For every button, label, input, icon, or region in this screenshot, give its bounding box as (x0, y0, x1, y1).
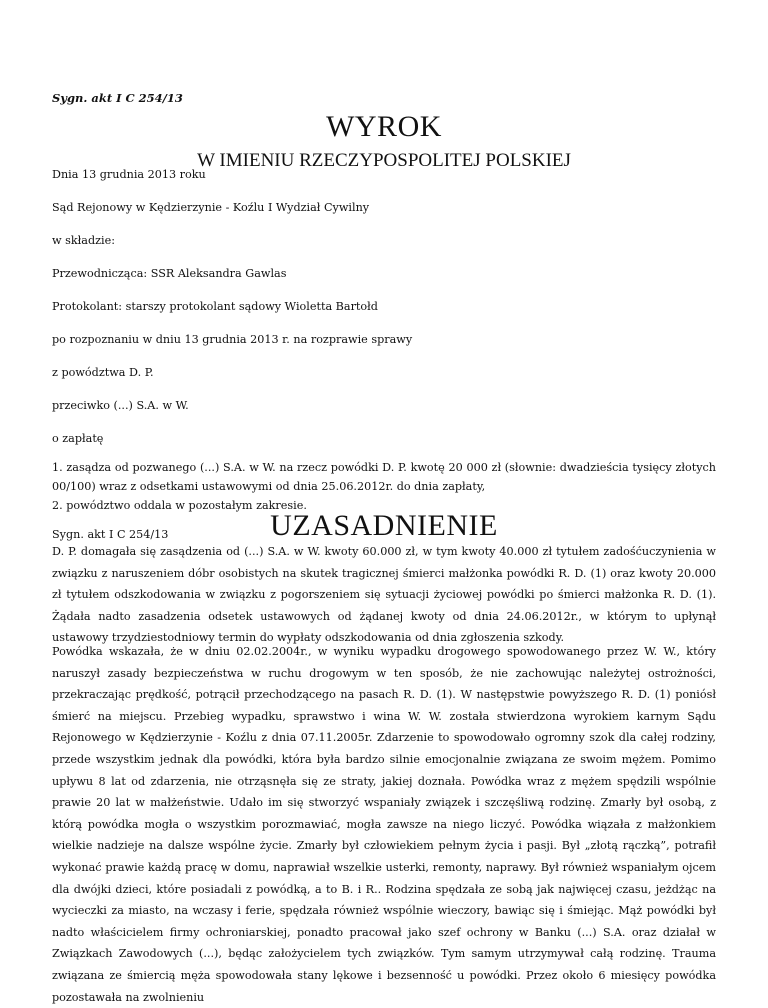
plaintiff: z powództwa D. P. (52, 366, 154, 379)
verdict-point-1 (52, 458, 716, 496)
justification-paragraph-2-text: Powódka wskazała, że w dniu 02.02.2004r., w wyniku wypadku drogowego spowodowanego przez W. W., który naruszył zasady bezpieczeństwa w ruchu drogowym w ten sposób, że nie zachowując należytej ostrożności, przekraczając prędkość, potrącił przechodzącego na pasach R. D. (1). W następstwie powyższego R. D. (1) poniósł śmierć na miejscu. Przebieg wypadku, sprawstwo i wina W. W. została stwierdzona wyrokiem karnym Sądu Rejonowego w Kędzierzynie - Koźlu z dnia 07.11.2005r. Zdarzenie to spowodowało ogromny szok dla całej rodziny, przede wszystkim jednak dla powódki, która była bardzo silnie emocjonalnie związana ze swoim mężem. Pomimo upływu 8 lat od zdarzenia, nie otrząsnęła się ze straty, jakiej doznała. Powódka wraz z mężem spędzili wspólnie prawie 20 lat w małżeństwie. Udało im się stworzyć wspaniały związek i szczęśliwą rodzinę. Zmarły był osobą, z którą powódka mogła o wszystkim porozmawiać, mogła zawsze na niego liczyć. Powódka wiązała z małżonkiem wielkie nadzieje na dalsze wspólne życie. Zmarły był człowiekiem pełnym życia i pasji. Był „złotą rączką”, potrafił wykonać prawie każdą pracę w domu, naprawiał wszelkie usterki, remonty, naprawy. Był również wspaniałym ojcem dla dwójki dzieci, które posiadali z powódką, a to B. i R.. Rodzina spędzała ze sobą jak najwięcej czasu, jeżdżąc na wycieczki za miasto, na wczasy i ferie, spędzała również wspólnie wieczory, bawiąc się i śmiejąc. Mąż powódki był nadto właścicielem firmy ochroniarskiej, ponadto pracował jako szef ochrony w Banku (...) S.A. oraz działał w Związkach Zawodowych (...), będąc założycielem tych związków. Tym samym utrzymywał całą rodzinę. Trauma związana ze śmiercią męża spowodowała stany lękowe i bezsenność u powódki. Przez około 6 miesięcy powódka pozostawała na zwolnieniu (52, 645, 716, 1004)
document-title: WYROK (326, 110, 442, 143)
justification-paragraph-1 (52, 541, 716, 649)
case-signature: Sygn. akt I C 254/13 (52, 91, 183, 105)
justification-paragraph-1-text: D. P. domagała się zasądzenia od (...) S.A. w W. kwoty 60.000 zł, w tym kwoty 40.000 zł tytułem zadośćuczynienia w związku z naruszeniem dóbr osobistych na skutek tragicznej śmierci małżonka powódki R. D. (1) oraz kwoty 20.000 zł tytułem odszkodowania w związku z pogorszeniem się sytuacji życiowej powódki po śmierci małżonka R. D. (1). Żądała nadto zasadzenia odsetek ustawowych od żądanej kwoty od dnia 24.06.2012r., w którym to upłynął ustawowy trzydziestodniowy termin do wypłaty odszkodowania od dnia zgłoszenia szkody. (52, 545, 716, 645)
justification-paragraph-2 (52, 641, 716, 1008)
case-subject: o zapłatę (52, 432, 104, 445)
verdict-point-1-text: 1. zasądza od pozwanego (...) S.A. w W. na rzecz powódki D. P. kwotę 20 000 zł (słownie: dwadzieścia tysięcy złotych 00/100) wraz z odsetkami ustawowymi od dnia 25.06.2012r. do dnia zapłaty, (52, 461, 716, 493)
document-subtitle: W IMIENIU RZECZYPOSPOLITEJ POLSKIEJ (197, 150, 571, 171)
justification-signature: Sygn. akt I C 254/13 (52, 528, 169, 541)
court-clerk: Protokolant: starszy protokolant sądowy Wioletta Bartołd (52, 300, 378, 313)
court-name: Sąd Rejonowy w Kędzierzynie - Koźlu I Wydział Cywilny (52, 201, 370, 214)
presiding-judge: Przewodnicząca: SSR Aleksandra Gawlas (52, 267, 287, 280)
judgment-date: Dnia 13 grudnia 2013 roku (52, 168, 206, 181)
defendant: przeciwko (...) S.A. w W. (52, 399, 189, 412)
justification-title: UZASADNIENIE (270, 509, 498, 542)
verdict-point-2: 2. powództwo oddala w pozostałym zakresie. (52, 499, 307, 512)
composition-label: w składzie: (52, 234, 115, 247)
hearing-info: po rozpoznaniu w dniu 13 grudnia 2013 r. na rozprawie sprawy (52, 333, 413, 346)
